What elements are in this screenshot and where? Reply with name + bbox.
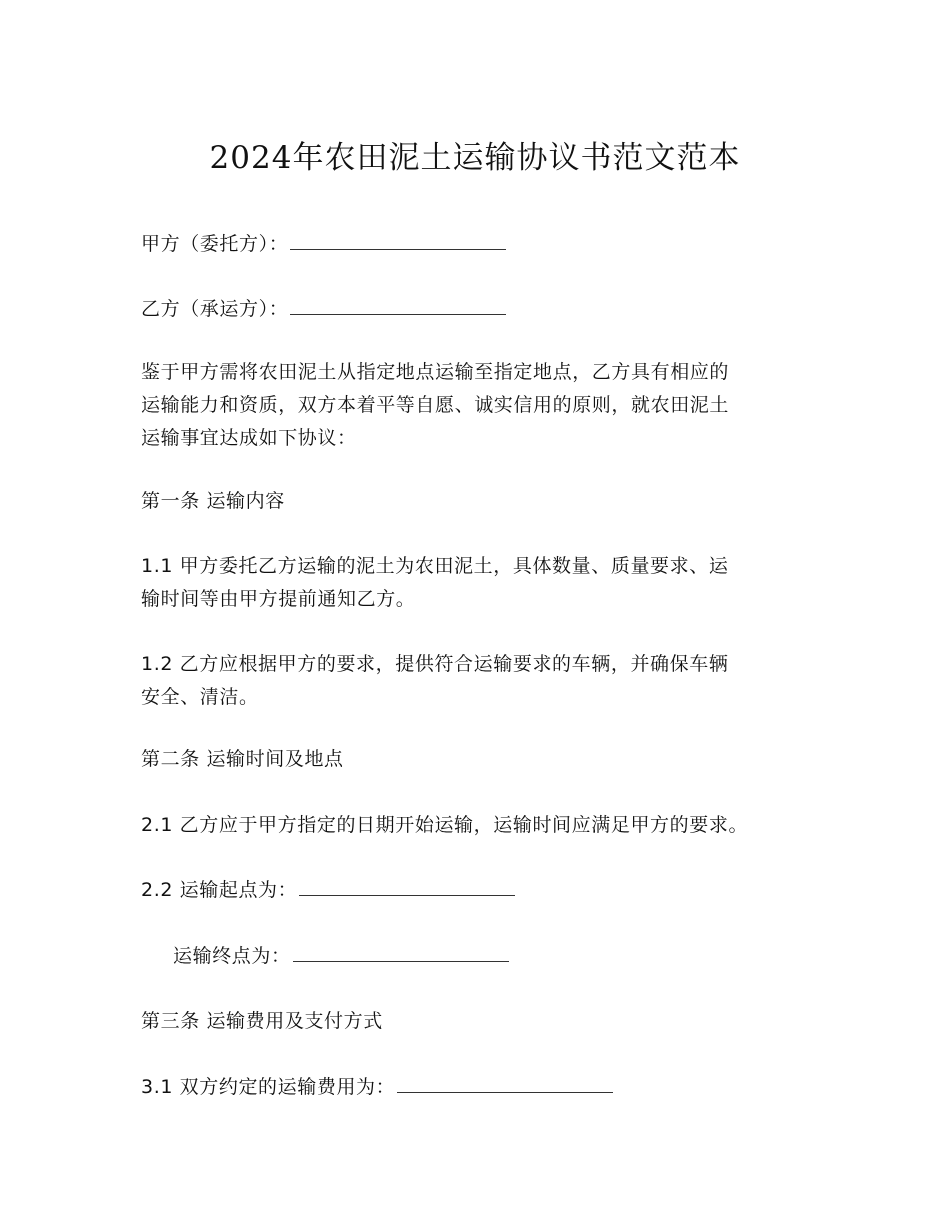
transport-end-blank <box>293 941 509 962</box>
clause-1-1-line-2: 输时间等由甲方提前通知乙方。 <box>141 588 416 610</box>
party-a-label: 甲方（委托方）： <box>141 233 289 255</box>
party-b-label: 乙方（承运方）： <box>141 298 289 320</box>
article-1-heading: 第一条 运输内容 <box>141 490 285 512</box>
transport-fee-blank <box>397 1072 613 1093</box>
clause-1-1-line-1: 1.1 甲方委托乙方运输的泥土为农田泥土，具体数量、质量要求、运 <box>141 555 729 577</box>
clause-3-1-line <box>141 1071 613 1104</box>
clause-2-2-end-label: 运输终点为： <box>173 945 291 967</box>
document-title: 2024年农田泥土运输协议书范文范本 <box>209 140 741 176</box>
preamble-line-1: 鉴于甲方需将农田泥土从指定地点运输至指定地点，乙方具有相应的 <box>141 361 730 383</box>
preamble-line-3: 运输事宜达成如下协议： <box>141 427 357 449</box>
clause-2-2-end-line <box>173 940 509 973</box>
article-3-heading: 第三条 运输费用及支付方式 <box>141 1010 383 1032</box>
clause-1-2-line-2: 安全、清洁。 <box>141 686 259 708</box>
clause-2-2-start-line <box>141 874 515 907</box>
clause-1-2-line-1: 1.2 乙方应根据甲方的要求，提供符合运输要求的车辆，并确保车辆 <box>141 653 729 675</box>
clause-2-1: 2.1 乙方应于甲方指定的日期开始运输，运输时间应满足甲方的要求。 <box>141 814 749 836</box>
article-2-heading: 第二条 运输时间及地点 <box>141 748 344 770</box>
transport-start-blank <box>299 875 515 896</box>
preamble-line-2: 运输能力和资质，双方本着平等自愿、诚实信用的原则，就农田泥土 <box>141 394 730 416</box>
party-b-line <box>141 293 506 326</box>
party-a-line <box>141 228 506 261</box>
party-b-blank <box>290 294 506 315</box>
party-a-blank <box>290 229 506 250</box>
clause-2-2-start-label: 2.2 运输起点为： <box>141 879 298 901</box>
clause-3-1-label: 3.1 双方约定的运输费用为： <box>141 1076 396 1098</box>
